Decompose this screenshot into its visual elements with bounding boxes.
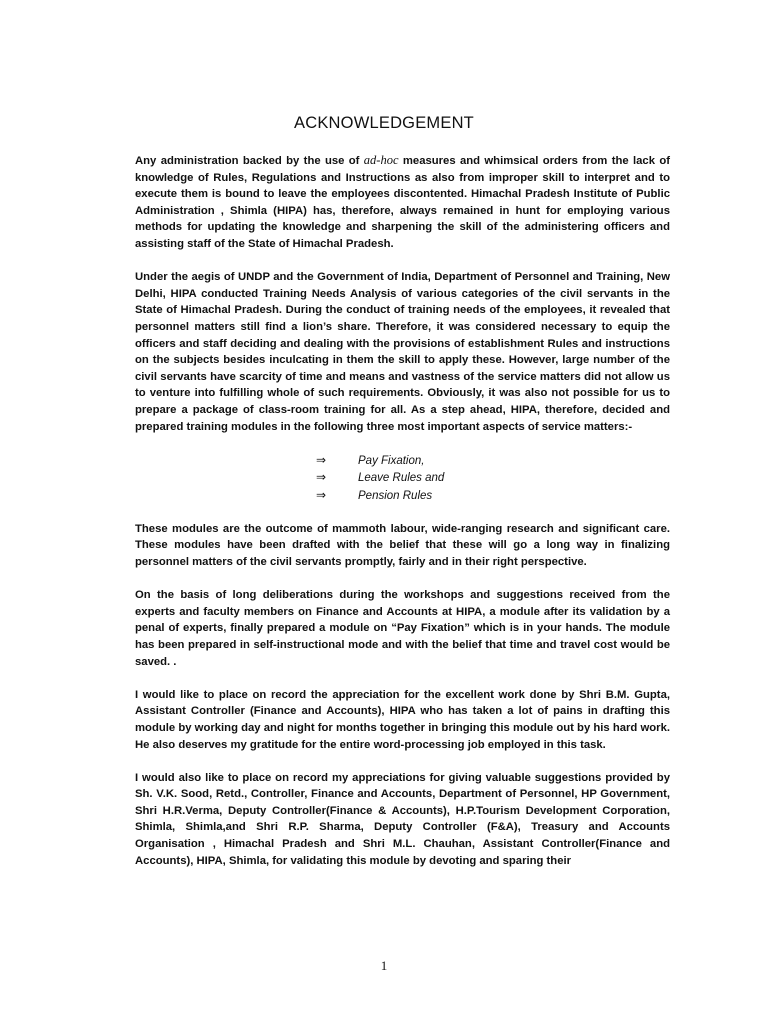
paragraph-intro-rest: measures and whimsical orders from the lack of knowledge of Rules, Regulations and Instructions as also from improper skill to interpret and to execute them is bound to leave the employees discontented. Himachal Pradesh Institute of Public Administration , Shimla (HIPA) has, therefore, always remained in hunt for employing various methods for updating the knowledge and sharpening the skill of the administering officers and assisting staff of the State of Himachal Pradesh.	[135, 155, 670, 250]
paragraph-pay-fixation: On the basis of long deliberations during the workshops and suggestions received from the experts and faculty members on Finance and Accounts at HIPA, a module after its validation by a penal of experts, finally prepared a module on “Pay Fixation” which is in your hands. The module has been prepared in self-instructional mode and with the belief that time and travel cost would be saved. .	[135, 589, 670, 668]
paragraph-suggestions: I would also like to place on record my appreciations for giving valuable suggestions provided by Sh. V.K. Sood, Retd., Controller, Finance and Accounts, Department of Personnel, HP Government, Shri H.R.Verma, Deputy Controller(Finance & Accounts), H.P.Tourism Development Corporation, Shimla, Shimla,and Shri R.P. Sharma, Deputy Controller (F&A), Treasury and Accounts Organisation , Himachal Pradesh and Shri M.L. Chauhan, Assistant Controller(Finance and Accounts), HIPA, Shimla, for validating this module by devoting and sparing their	[135, 771, 670, 867]
right-arrow-icon: ⇒	[316, 452, 327, 467]
list-item	[135, 469, 670, 487]
modules-list	[135, 452, 670, 505]
list-item	[135, 452, 670, 470]
list-item-label: Pay Fixation,	[358, 454, 425, 467]
paragraph-intro	[135, 152, 670, 253]
page-title: ACKNOWLEDGEMENT	[294, 114, 474, 132]
document-body	[135, 152, 670, 886]
right-arrow-icon: ⇒	[316, 487, 327, 502]
list-item	[135, 487, 670, 505]
list-item-label: Leave Rules and	[358, 472, 445, 485]
page-number: 1	[380, 958, 388, 973]
paragraph-appreciation: I would like to place on record the appreciation for the excellent work done by Shri B.M. Gupta, Assistant Controller (Finance and Accounts), HIPA who has taken a lot of pains in drafting this module by working day and night for months together in bringing this module out by his hard work. He also deserves my gratitude for the entire word-processing job employed in this task.	[135, 688, 670, 751]
right-arrow-icon: ⇒	[316, 470, 327, 485]
paragraph-modules: These modules are the outcome of mammoth labour, wide-ranging research and significant care. These modules have been drafted with the belief that these will go a long way in finalizing personnel matters of the civil servants promptly, fairly and in their right perspective.	[135, 522, 670, 568]
paragraph-undp: Under the aegis of UNDP and the Government of India, Department of Personnel and Training, New Delhi, HIPA conducted Training Needs Analysis of various categories of the civil servants in the State of Himachal Pradesh. During the conduct of training needs of the employees, it revealed that personnel matters still find a lion’s share. Therefore, it was considered necessary to equip the officers and staff deciding and dealing with the provisions of establishment Rules and instructions on the subjects besides inculcating in them the skill to apply these. However, large number of the civil servants have scarcity of time and means and vastness of the service matters did not allow us to venture into fulfilling whole of such requirements. Obviously, it was also not possible for us to prepare a package of class-room training for all. As a step ahead, HIPA, therefore, decided and prepared training modules in the following three most important aspects of service matters:-	[135, 271, 670, 433]
list-item-label: Pension Rules	[358, 489, 433, 502]
paragraph-intro-start: Any administration backed by the use of	[135, 155, 364, 167]
italic-term: ad-hoc	[363, 153, 399, 167]
